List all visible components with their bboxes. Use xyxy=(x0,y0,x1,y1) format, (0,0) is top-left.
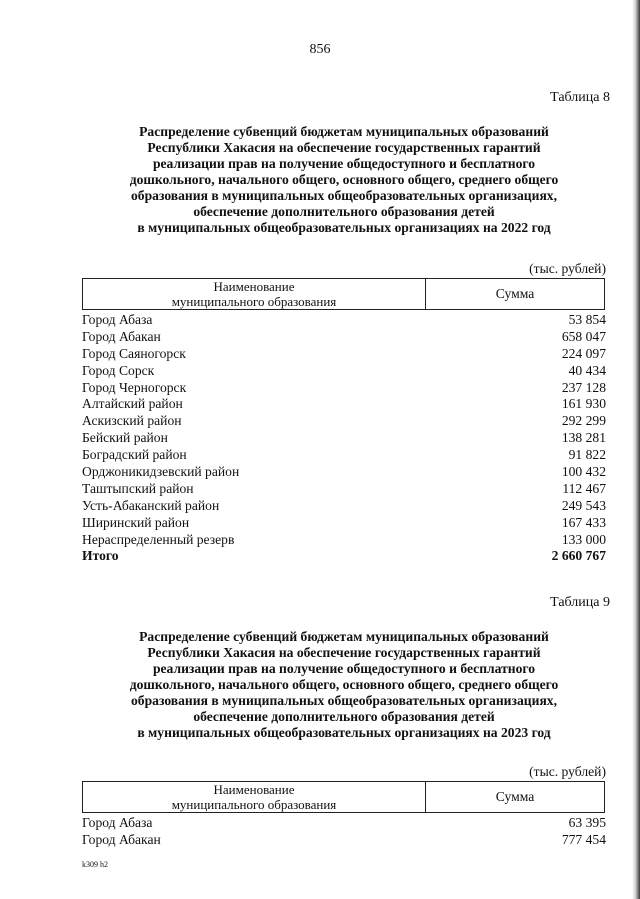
row-name: Аскизский район xyxy=(82,413,182,429)
title-line: Республики Хакасия на обеспечение государственных гарантий xyxy=(147,140,541,155)
title-line: образования в муниципальных общеобразовательных организациях, xyxy=(131,693,557,708)
row-value: 138 281 xyxy=(561,430,606,446)
unit-label: (тыс. рублей) xyxy=(529,261,606,276)
row-value: 777 454 xyxy=(561,831,606,847)
title-line: в муниципальных общеобразовательных организациях на 2022 год xyxy=(137,220,551,235)
table-row xyxy=(82,815,606,832)
title-line: образования в муниципальных общеобразовательных организациях, xyxy=(131,188,557,203)
row-name: Город Абакан xyxy=(82,831,161,847)
title-line: обеспечение дополнительного образования детей xyxy=(193,709,495,724)
title-line: обеспечение дополнительного образования детей xyxy=(193,204,495,219)
table-row xyxy=(82,532,606,549)
row-name: Ширинский район xyxy=(82,514,190,530)
table-row xyxy=(82,832,606,849)
row-name: Город Абаза xyxy=(82,815,153,830)
table-row xyxy=(82,346,606,363)
row-value: 40 434 xyxy=(568,362,606,378)
footer-code: k309 h2 xyxy=(82,860,108,869)
total-value: 2 660 767 xyxy=(551,548,606,564)
row-name: Боградский район xyxy=(82,447,187,463)
row-name: Город Черногорск xyxy=(82,379,187,395)
scan-edge-shadow xyxy=(632,0,640,899)
row-value: 91 822 xyxy=(568,447,606,463)
header-name-column xyxy=(83,782,426,812)
table-row xyxy=(82,447,606,464)
row-value: 161 930 xyxy=(561,396,606,412)
row-name: Город Абакан xyxy=(82,328,161,344)
row-name: Город Саяногорск xyxy=(82,345,186,361)
table-row xyxy=(82,329,606,346)
row-name: Город Сорск xyxy=(82,362,155,378)
total-row xyxy=(82,548,606,565)
row-value: 53 854 xyxy=(568,312,606,327)
table-row xyxy=(82,363,606,380)
row-name: Алтайский район xyxy=(82,396,183,412)
table-header xyxy=(82,781,605,813)
row-value: 167 433 xyxy=(561,514,606,530)
unit-label: (тыс. рублей) xyxy=(529,764,606,779)
title-line: дошкольного, начального общего, основного общего, среднего общего xyxy=(129,172,559,187)
total-name: Итого xyxy=(82,548,119,564)
row-name: Город Абаза xyxy=(82,312,153,327)
table-row xyxy=(82,413,606,430)
row-name: Орджоникидзевский район xyxy=(82,464,240,480)
title-line: реализации прав на получение общедоступного и бесплатного xyxy=(152,661,536,676)
table-row xyxy=(82,380,606,397)
header-name-line2: муниципального образования xyxy=(171,796,337,812)
table-body xyxy=(82,815,606,849)
row-value: 112 467 xyxy=(562,480,606,496)
title-line: дошкольного, начального общего, основного общего, среднего общего xyxy=(129,677,559,692)
row-value: 63 395 xyxy=(568,815,606,830)
row-name: Нераспределенный резерв xyxy=(82,531,235,547)
row-value: 133 000 xyxy=(561,531,606,547)
title-line: Республики Хакасия на обеспечение государственных гарантий xyxy=(147,645,541,660)
table-row xyxy=(82,498,606,515)
row-value: 292 299 xyxy=(561,413,606,429)
title-line: Распределение субвенций бюджетам муниципальных образований xyxy=(139,629,549,644)
table-row xyxy=(82,481,606,498)
page-number: 856 xyxy=(309,42,331,57)
row-name: Усть-Абаканский район xyxy=(82,497,220,513)
title-line: в муниципальных общеобразовательных организациях на 2023 год xyxy=(137,725,551,740)
table-row xyxy=(82,396,606,413)
row-value: 658 047 xyxy=(561,328,606,344)
header-sum-column: Сумма xyxy=(495,286,535,301)
title-line: реализации прав на получение общедоступного и бесплатного xyxy=(152,156,536,171)
table-row xyxy=(82,312,606,329)
table-header xyxy=(82,278,605,310)
row-value: 249 543 xyxy=(561,497,606,513)
row-value: 100 432 xyxy=(561,464,606,480)
row-name: Бейский район xyxy=(82,430,168,446)
table-row xyxy=(82,430,606,447)
header-name-column xyxy=(83,279,426,309)
table-row xyxy=(82,464,606,481)
row-name: Таштыпский район xyxy=(82,480,194,496)
header-name-line1: Наименование xyxy=(213,782,295,797)
header-sum-column: Сумма xyxy=(495,789,535,804)
header-name-line1: Наименование xyxy=(213,279,295,294)
table-label: Таблица 8 xyxy=(550,90,610,105)
row-value: 237 128 xyxy=(561,379,606,395)
table-title xyxy=(84,124,604,236)
table-title xyxy=(84,629,604,741)
header-name-line2: муниципального образования xyxy=(171,293,337,309)
row-value: 224 097 xyxy=(561,345,606,361)
table-row xyxy=(82,515,606,532)
table-label: Таблица 9 xyxy=(550,595,610,610)
title-line: Распределение субвенций бюджетам муниципальных образований xyxy=(139,124,549,139)
table-body xyxy=(82,312,606,565)
